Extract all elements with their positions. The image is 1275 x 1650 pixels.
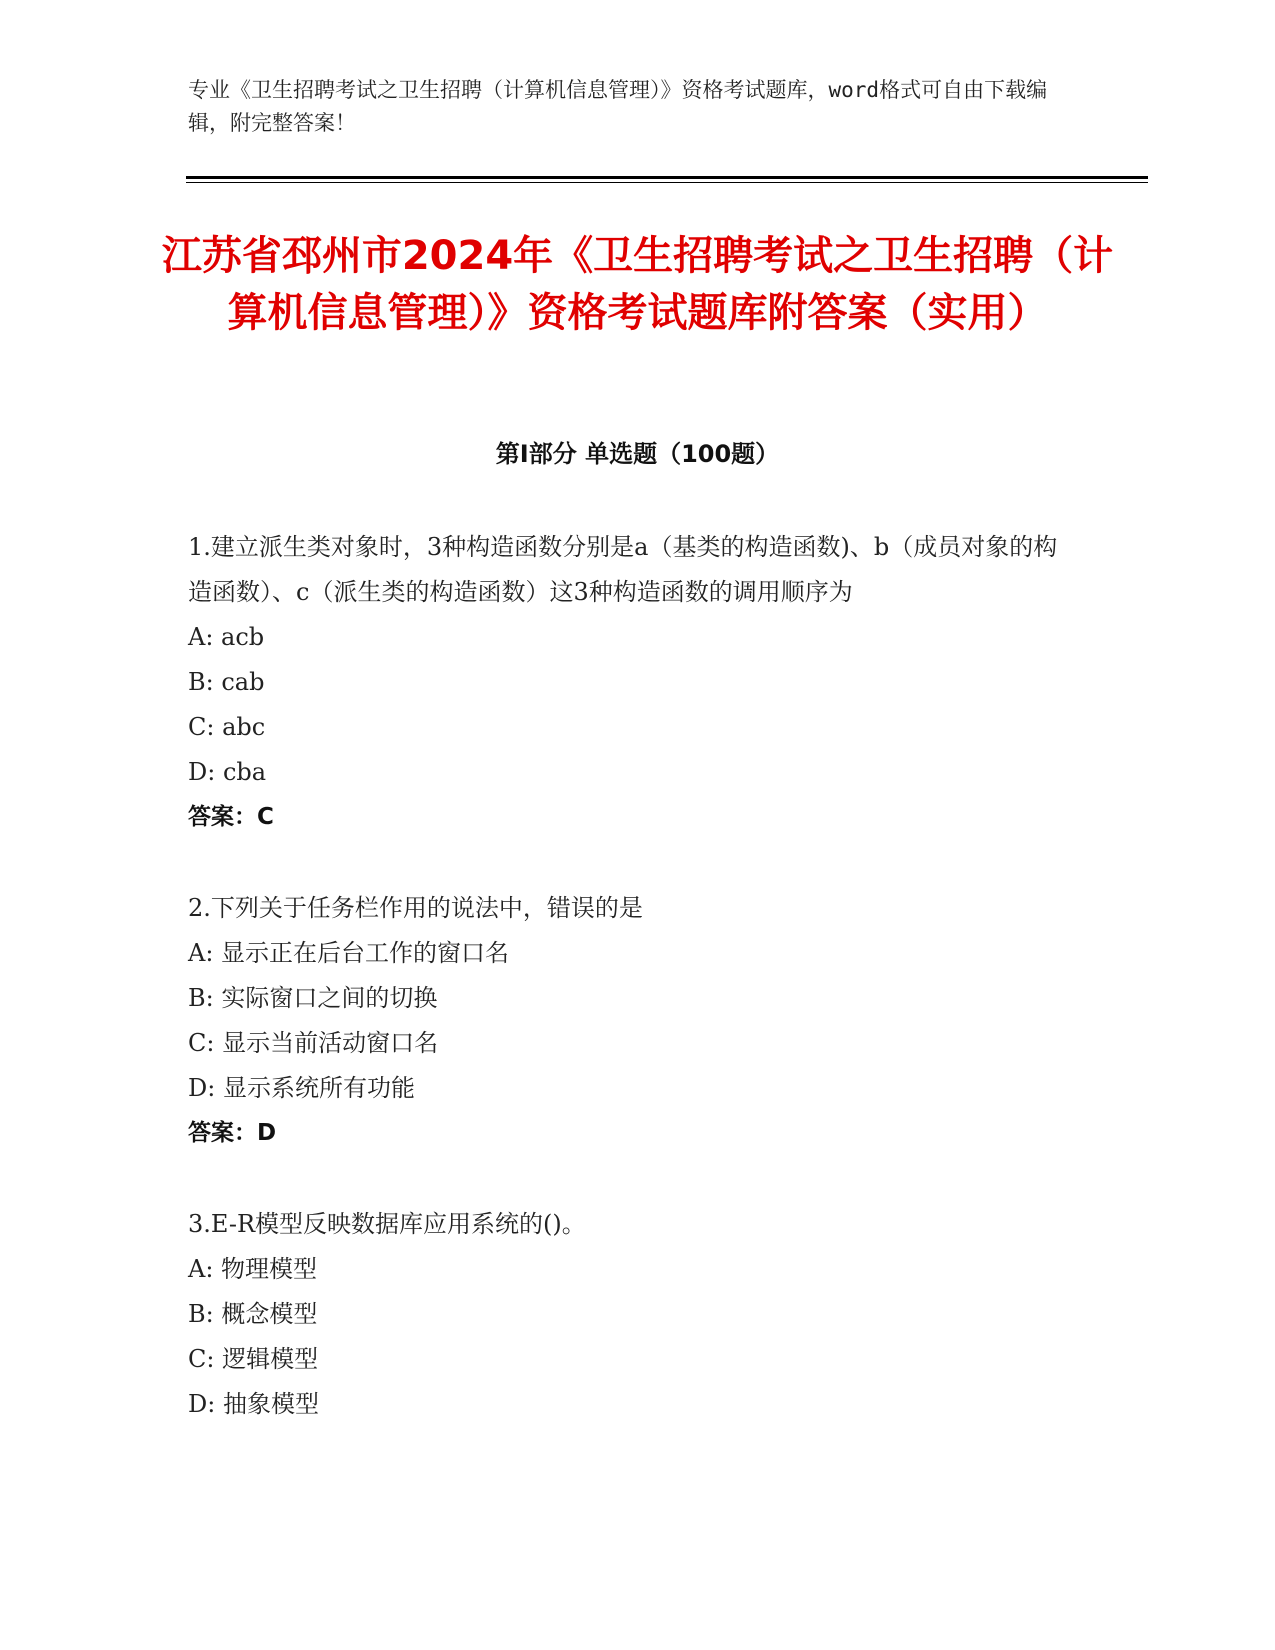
question-text: 2.下列关于任务栏作用的说法中，错误的是	[188, 894, 643, 922]
option-d: D: 显示系统所有功能	[188, 1074, 415, 1102]
option-b: B: 概念模型	[188, 1300, 318, 1328]
option-c: C: 逻辑模型	[188, 1345, 319, 1373]
option-a: A: 显示正在后台工作的窗口名	[188, 939, 510, 967]
question-3	[188, 1202, 1078, 1427]
header-note: 专业《卫生招聘考试之卫生招聘（计算机信息管理）》资格考试题库，word格式可自由下载编辑，附完整答案！	[188, 78, 1048, 135]
answer-line: 答案：D	[188, 1120, 277, 1146]
option-a: A: acb	[188, 623, 265, 651]
option-d: D: 抽象模型	[188, 1390, 319, 1418]
question-text: 3.E-R模型反映数据库应用系统的()。	[188, 1210, 586, 1238]
question-list	[188, 525, 1078, 1473]
option-b: B: 实际窗口之间的切换	[188, 984, 438, 1012]
question-2	[188, 886, 1078, 1156]
header-divider-thick	[186, 176, 1148, 179]
document-title: 江苏省邳州市2024年《卫生招聘考试之卫生招聘（计算机信息管理）》资格考试题库附答案（实用）	[161, 233, 1114, 336]
option-c: C: 显示当前活动窗口名	[188, 1029, 439, 1057]
header-divider-thin	[186, 182, 1148, 183]
answer-line: 答案：C	[188, 804, 274, 830]
option-d: D: cba	[188, 758, 267, 786]
option-b: B: cab	[188, 668, 265, 696]
option-c: C: abc	[188, 713, 266, 741]
option-a: A: 物理模型	[188, 1255, 318, 1283]
section-heading: 第Ⅰ部分 单选题（100题）	[495, 440, 780, 468]
question-text: 1.建立派生类对象时，3种构造函数分别是a（基类的构造函数)、b（成员对象的构造函数）、c（派生类的构造函数）这3种构造函数的调用顺序为	[188, 533, 1058, 606]
question-1	[188, 525, 1078, 840]
